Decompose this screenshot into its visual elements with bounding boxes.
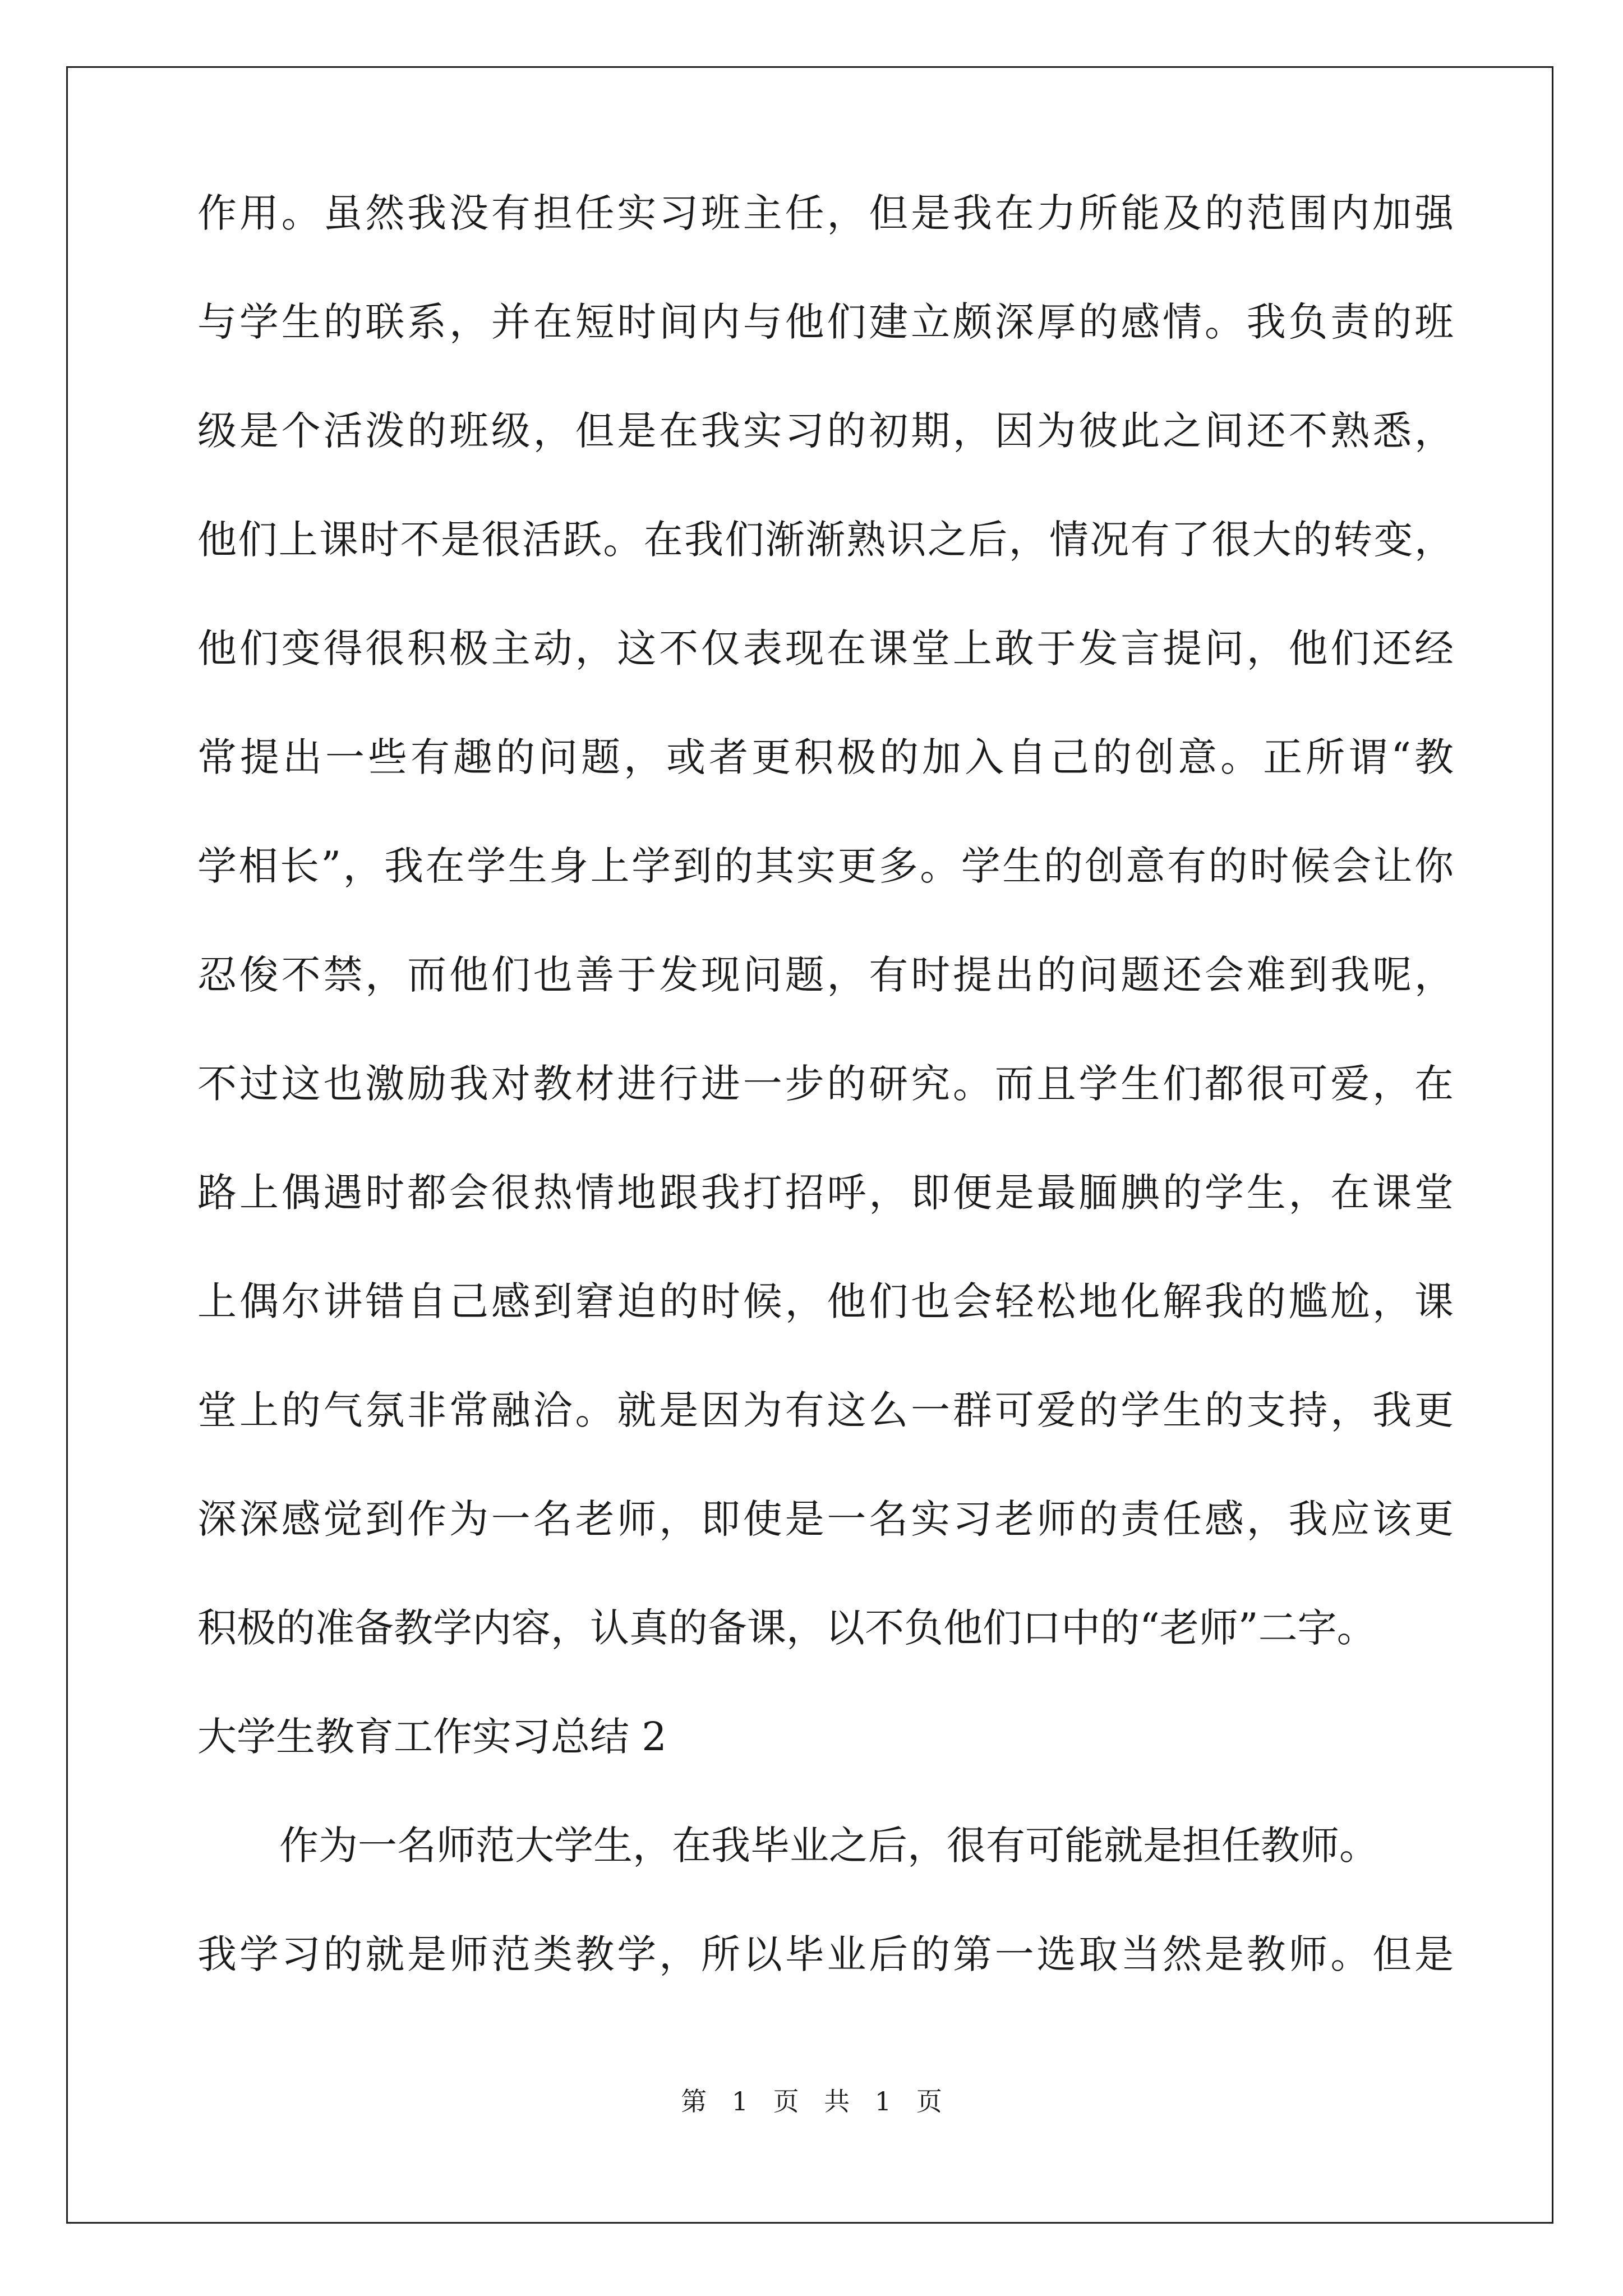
text-line: 路上偶遇时都会很热情地跟我打招呼，即便是最腼腆的学生，在课堂 [197, 1170, 1454, 1216]
text-line: 学相长”，我在学生身上学到的其实更多。学生的创意有的时候会让你 [197, 843, 1454, 889]
text-line: 与学生的联系，并在短时间内与他们建立颇深厚的感情。我负责的班 [197, 299, 1454, 345]
text-line: 作用。虽然我没有担任实习班主任，但是我在力所能及的范围内加强 [197, 190, 1454, 236]
text-line: 积极的准备教学内容，认真的备课，以不负他们口中的“老师”二字。 [197, 1605, 1376, 1651]
text-line: 上偶尔讲错自己感到窘迫的时候，他们也会轻松地化解我的尴尬，课 [197, 1278, 1454, 1324]
text-line: 忍俊不禁，而他们也善于发现问题，有时提出的问题还会难到我呢， [197, 952, 1454, 998]
page-footer: 第 1 页 共 1 页 [681, 2086, 942, 2116]
section-heading: 大学生教育工作实习总结 2 [197, 1714, 667, 1760]
text-line: 堂上的气氛非常融洽。就是因为有这么一群可爱的学生的支持，我更 [197, 1387, 1454, 1433]
text-line: 作为一名师范大学生，在我毕业之后，很有可能就是担任教师。 [279, 1823, 1378, 1869]
text-line: 深深感觉到作为一名老师，即使是一名实习老师的责任感，我应该更 [197, 1496, 1454, 1542]
text-line: 他们变得很积极主动，这不仅表现在课堂上敢于发言提问，他们还经 [197, 625, 1454, 671]
text-line: 级是个活泼的班级，但是在我实习的初期，因为彼此之间还不熟悉， [197, 408, 1454, 454]
page-border [66, 66, 1553, 2224]
text-line: 不过这也激励我对教材进行进一步的研究。而且学生们都很可爱，在 [197, 1061, 1454, 1107]
text-line: 我学习的就是师范类教学，所以毕业后的第一选取当然是教师。但是 [197, 1931, 1454, 1977]
text-line: 常提出一些有趣的问题，或者更积极的加入自己的创意。正所谓“教 [197, 734, 1454, 780]
text-line: 他们上课时不是很活跃。在我们渐渐熟识之后，情况有了很大的转变， [197, 517, 1454, 563]
